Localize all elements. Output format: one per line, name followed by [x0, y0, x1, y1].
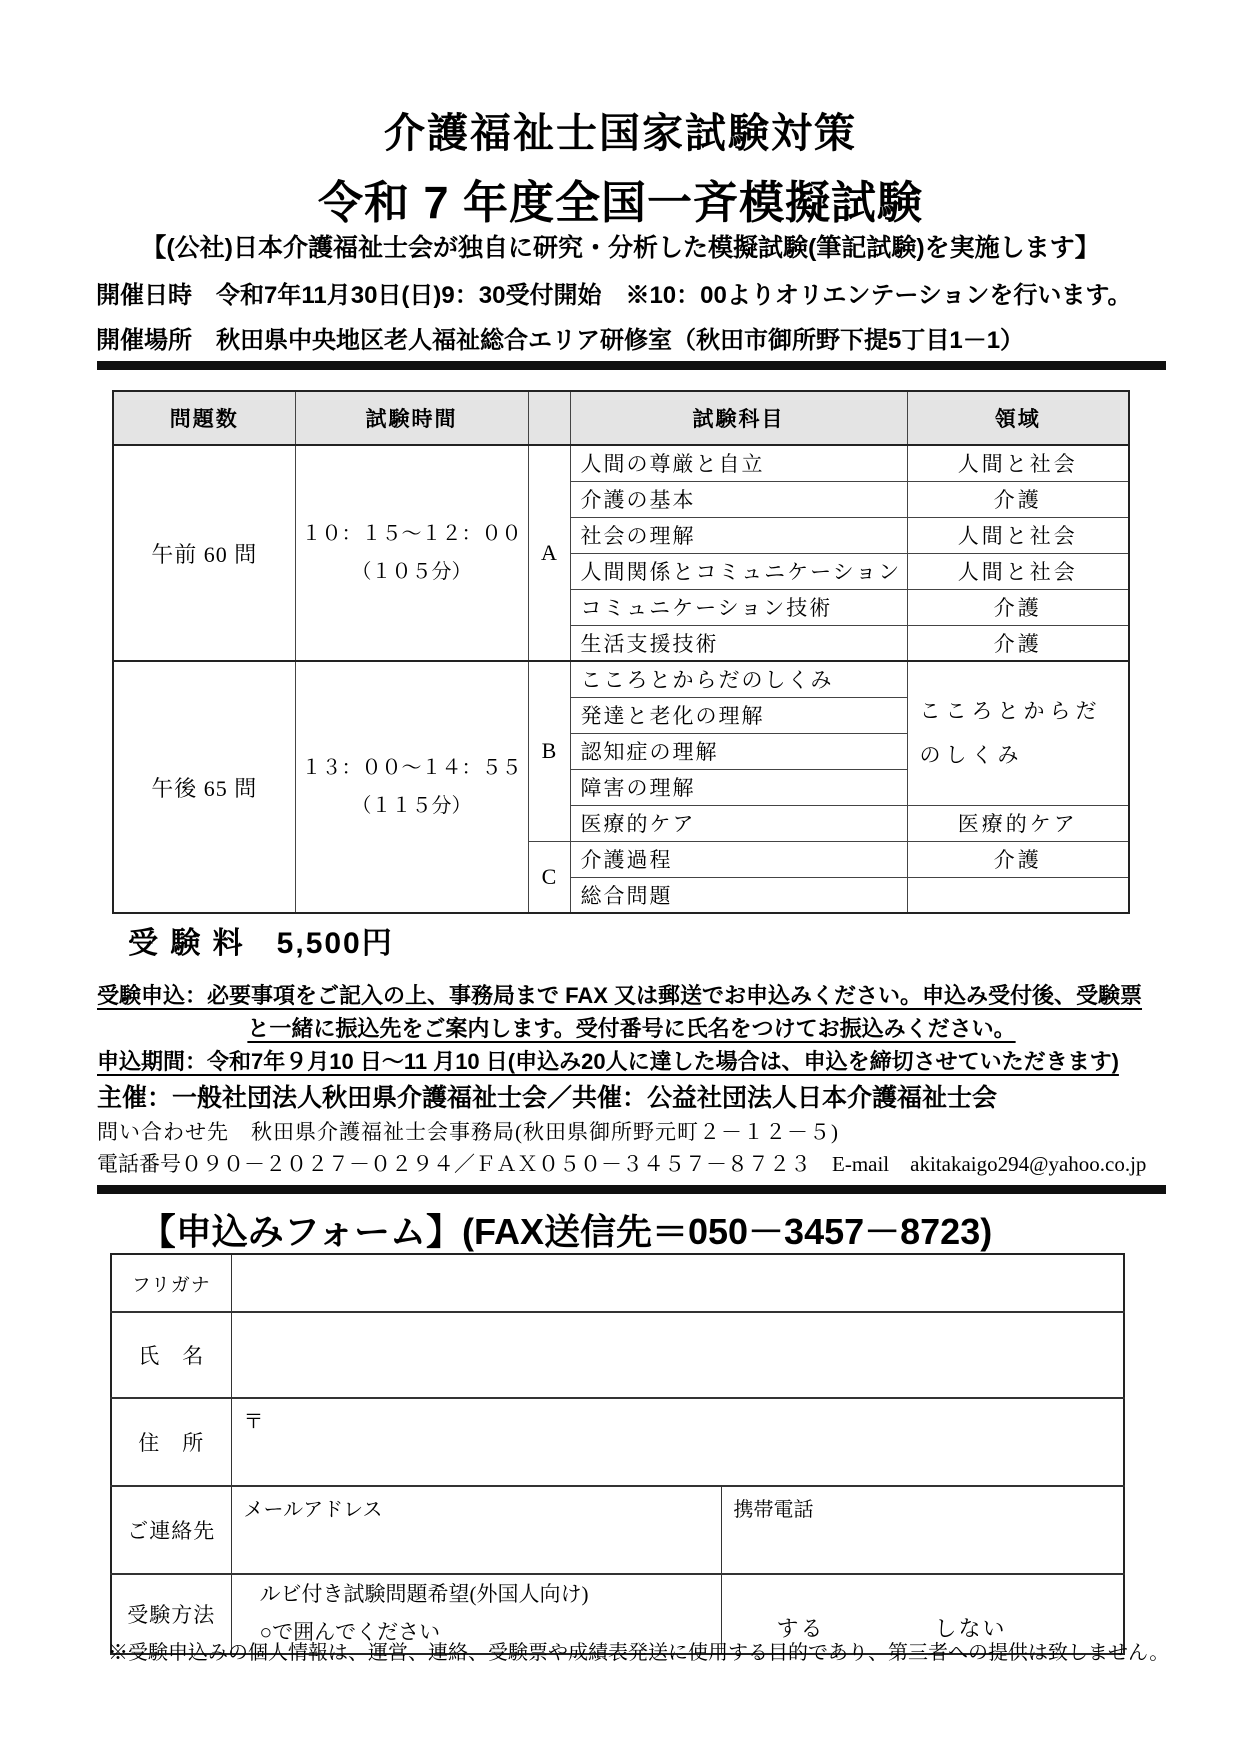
domain-cell: 医療的ケア	[907, 805, 1129, 841]
postal-mark: 〒	[243, 1411, 264, 1433]
section-c-label: C	[528, 841, 570, 913]
subject-cell: 介護の基本	[570, 481, 907, 517]
mobile-label: 携帯電話	[733, 1499, 814, 1521]
main-title: 介護福祉士国家試験対策	[384, 110, 857, 156]
section-a-label: A	[528, 445, 570, 661]
address-row	[111, 1398, 1124, 1486]
domain-cell: 人間と社会	[907, 445, 1129, 481]
organizer-line: 主催：一般社団法人秋田県介護福祉士会／共催：公益社団法人日本介護福祉士会	[97, 1084, 998, 1112]
sub-title: 令和 7 年度全国一斉模擬試験	[317, 177, 924, 228]
datetime-line: 開催日時 令和7年11月30日(日)9：30受付開始 ※10：00よりオリエンテーションを行います。	[96, 282, 1132, 309]
domain-cell: 介護	[907, 841, 1129, 877]
address-label: 住 所	[111, 1398, 231, 1486]
afternoon-time-length: （１１５分）	[351, 795, 472, 817]
application-form-heading: 【申込みフォーム】(FAX送信先＝050－3457－8723)	[139, 1211, 993, 1252]
header-section	[528, 391, 570, 445]
email-label: メールアドレス	[243, 1499, 383, 1521]
application-instructions-line-1: 受験申込：必要事項をご記入の上、事務局まで FAX 又は郵送でお申込みください。申込み受付後、受験票	[97, 983, 1143, 1008]
place-line: 開催場所 秋田県中央地区老人福祉総合エリア研修室（秋田市御所野下提5丁目1－1）	[96, 327, 1025, 354]
phone-line: 電話番号０９０－２０２７－０２９４／ＦＡＸ０５０－３４５７－８７２３ E-mail akitakaigo294@yahoo.co.jp	[97, 1152, 1147, 1176]
afternoon-time	[295, 661, 528, 913]
address-input-area[interactable]	[231, 1398, 1124, 1486]
subject-cell: 総合問題	[570, 877, 907, 913]
furigana-input-area[interactable]	[231, 1254, 1124, 1312]
furigana-row	[111, 1254, 1124, 1312]
subject-cell: 認知症の理解	[570, 733, 907, 769]
header-subject: 試験科目	[570, 391, 907, 445]
exam-table-header-row	[113, 391, 1129, 445]
contact-row	[111, 1486, 1124, 1574]
subject-cell: 人間関係とコミュニケーション	[570, 553, 907, 589]
domain-cell	[907, 877, 1129, 913]
table-row	[113, 445, 1129, 481]
subject-cell: 介護過程	[570, 841, 907, 877]
furigana-label: フリガナ	[111, 1254, 231, 1312]
application-form-table	[110, 1253, 1125, 1655]
morning-time	[295, 445, 528, 661]
afternoon-time-range: １３：００～１４：５５	[301, 757, 522, 779]
contact-label: ご連絡先	[111, 1486, 231, 1574]
method-question-line-2: ○で囲んでください	[259, 1619, 441, 1644]
subject-cell: 医療的ケア	[570, 805, 907, 841]
name-label: 氏 名	[111, 1312, 231, 1398]
header-domain: 領域	[907, 391, 1129, 445]
domain-cell: 介護	[907, 481, 1129, 517]
exam-schedule-table	[112, 390, 1130, 914]
subject-cell: 生活支援技術	[570, 625, 907, 661]
domain-cell: 人間と社会	[907, 553, 1129, 589]
method-question-line-1: ルビ付き試験問題希望(外国人向け)	[259, 1582, 589, 1606]
divider-bar-top	[97, 361, 1166, 370]
subject-cell: 障害の理解	[570, 769, 907, 805]
application-instructions-line-2: と一緒に振込先をご案内します。受付番号に氏名をつけてお振込みください。	[247, 1016, 1016, 1041]
fee-line: 受 験 料 5,500円	[128, 927, 394, 960]
morning-time-length: （１０５分）	[351, 561, 472, 583]
header-time: 試験時間	[295, 391, 528, 445]
subject-cell: こころとからだのしくみ	[570, 661, 907, 697]
method-option-yes[interactable]: する	[776, 1615, 825, 1641]
domain-cell: 介護	[907, 625, 1129, 661]
header-questions: 問題数	[113, 391, 295, 445]
table-row	[113, 661, 1129, 697]
domain-cell: 介護	[907, 589, 1129, 625]
description-line: 【(公社)日本介護福祉士会が独自に研究・分析した模擬試験(筆記試験)を実施します】	[141, 234, 1100, 262]
subject-cell: 発達と老化の理解	[570, 697, 907, 733]
section-b-label: B	[528, 661, 570, 841]
email-input-area[interactable]	[231, 1486, 721, 1574]
morning-question-count: 午前 60 問	[113, 445, 295, 661]
divider-bar-bottom	[97, 1185, 1166, 1194]
mobile-input-area[interactable]	[721, 1486, 1124, 1574]
method-option-no[interactable]: しない	[934, 1615, 1007, 1641]
morning-time-range: １０：１５～１２：００	[301, 523, 522, 545]
privacy-note: ※受験申込みの個人情報は、運営、連絡、受験票や成績表発送に使用する目的であり、第三者への提供は致しません。	[108, 1642, 1170, 1664]
afternoon-question-count: 午後 65 問	[113, 661, 295, 913]
subject-cell: コミュニケーション技術	[570, 589, 907, 625]
name-input-area[interactable]	[231, 1312, 1124, 1398]
domain-cell-merged: こころとからだのしくみ	[907, 661, 1129, 805]
contact-line: 問い合わせ先 秋田県介護福祉士会事務局(秋田県御所野元町２－１２－５)	[97, 1120, 839, 1144]
method-label: 受験方法	[111, 1574, 231, 1654]
domain-cell: 人間と社会	[907, 517, 1129, 553]
application-period-line: 申込期間：令和7年９月10 日～11 月10 日(申込み20人に達した場合は、申込を締切させていただきます)	[97, 1049, 1119, 1074]
name-row	[111, 1312, 1124, 1398]
subject-cell: 社会の理解	[570, 517, 907, 553]
subject-cell: 人間の尊厳と自立	[570, 445, 907, 481]
